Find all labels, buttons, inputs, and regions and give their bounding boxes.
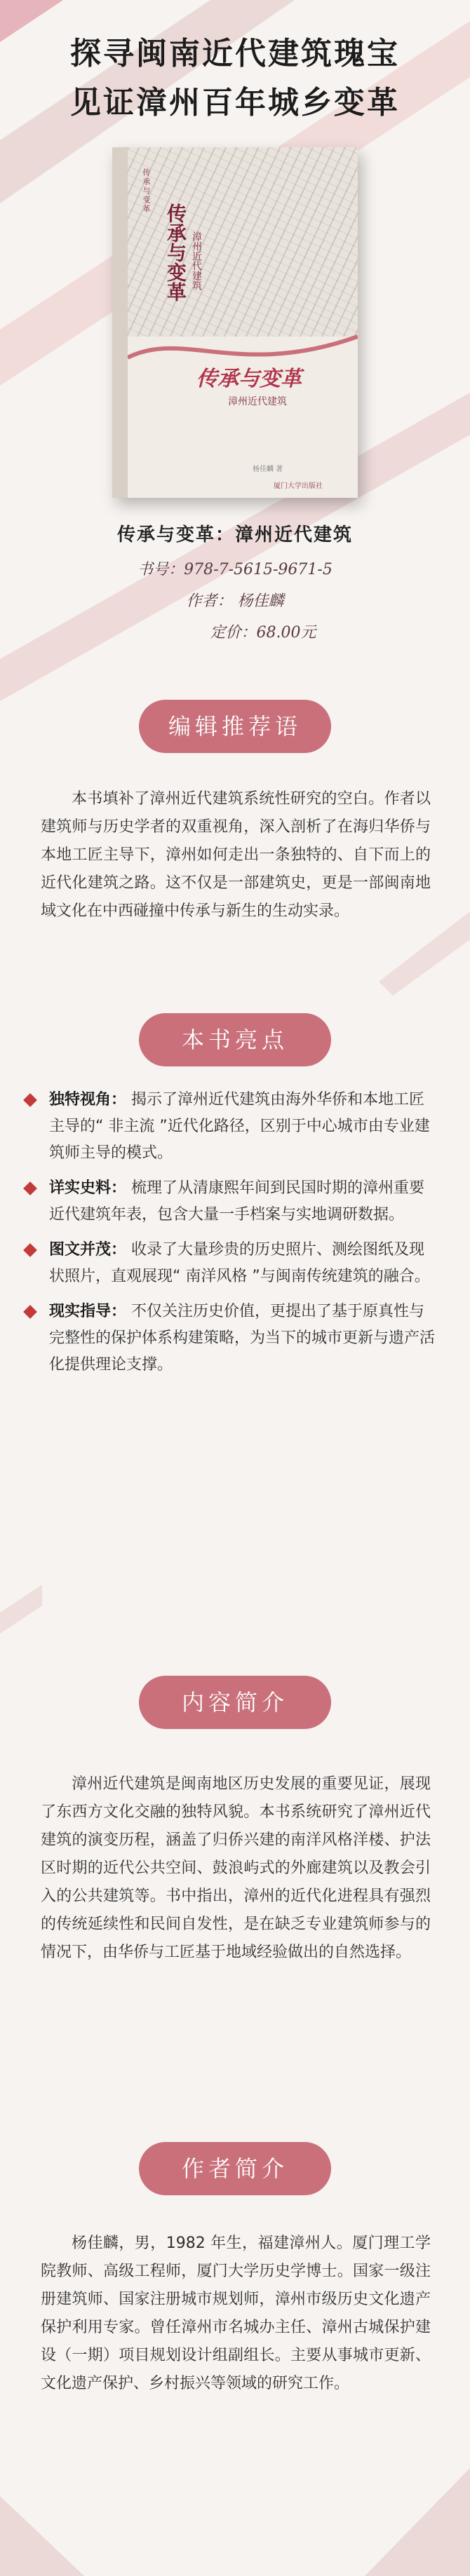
highlight-head: 独特视角： <box>49 1091 127 1109</box>
diamond-bullet-icon <box>23 1243 37 1257</box>
highlight-item <box>21 1237 435 1290</box>
highlights-list <box>21 1087 435 1387</box>
diamond-bullet-icon <box>23 1305 37 1319</box>
headline-line-1: 探寻闽南近代建筑瑰宝 <box>70 36 400 72</box>
author-text: 杨佳麟，男，1982 年生，福建漳州人。厦门理工学院教师、高级工程师，厦门大学历史学博士。国家一级注册建筑师、国家注册城市规划师，漳州市级历史文化遗产保护利用专家。曾任漳州市名城办主任、漳州古城保护建设（一期）项目规划设计组副组长。主要从事城市更新、文化遗产保护、乡村振兴等领域的研究工作。 <box>41 2235 431 2392</box>
highlight-head: 现实指导： <box>49 1303 127 1320</box>
highlight-item <box>21 1299 435 1378</box>
highlight-text: 不仅关注历史价值，更提出了基于原真性与完整性的保护体系构建策略，为当下的城市更新与遗产活化提供理论支撑。 <box>49 1303 436 1374</box>
section-heading-recommend: 编辑推荐语 <box>139 700 331 753</box>
diamond-bullet-icon <box>23 1093 37 1107</box>
summary-text: 漳州近代建筑是闽南地区历史发展的重要见证，展现了东西方文化交融的独特风貌。本书系统研究了漳州近代建筑的演变历程，涵盖了归侨兴建的南洋风格洋楼、护法区时期的近代公共空间、鼓浪屿式的外廊建筑以及教会引入的公共建筑等。书中指出，漳州的近代化进程具有强烈的传统延续性和民间自发性，是在缺乏专业建筑师参与的情况下，由华侨与工匠基于地域经验做出的自然选择。 <box>41 1775 431 1961</box>
highlight-item <box>21 1087 435 1167</box>
highlight-head: 图文并茂： <box>49 1241 127 1259</box>
diamond-bullet-icon <box>23 1181 37 1195</box>
book-author: 作者： 杨佳麟 <box>186 592 284 610</box>
section-heading-summary: 内容简介 <box>139 1676 331 1729</box>
cover-series-label: 传承与变革 <box>142 168 151 214</box>
book-cover <box>112 147 358 498</box>
headline-line-2: 见证漳州百年城乡变革 <box>70 85 400 121</box>
highlight-item <box>21 1175 435 1228</box>
book-price: 定价：68.00元 <box>210 624 316 642</box>
cover-author: 杨佳麟 著 <box>253 466 283 473</box>
book-spine <box>112 147 128 498</box>
author-paragraph <box>41 2230 431 2398</box>
cover-title: 传承与变革 <box>196 367 302 391</box>
book-isbn: 书号：978-7-5615-9671-5 <box>137 561 333 578</box>
highlight-text: 揭示了漳州近代建筑由海外华侨和本地工匠主导的“ 非主流 ”近代化路径，区别于中心城市由专业建筑师主导的模式。 <box>49 1091 430 1162</box>
section-heading-highlights: 本书亮点 <box>139 1013 331 1066</box>
recommend-text: 本书填补了漳州近代建筑系统性研究的空白。作者以建筑师与历史学者的双重视角，深入剖析了在海归华侨与本地工匠主导下，漳州如何走出一条独特的、自下而上的近代化建筑之路。这不仅是一部建筑史，更是一部闽南地域文化在中西碰撞中传承与新生的生动实录。 <box>41 790 431 920</box>
cover-publisher: 厦门大学出版社 <box>274 482 323 490</box>
summary-paragraph <box>41 1770 431 1967</box>
section-heading-author: 作者简介 <box>139 2142 331 2195</box>
highlight-text: 梳理了从清康熙年间到民国时期的漳州重要近代建筑年表，包含大量一手档案与实地调研数据。 <box>49 1179 425 1223</box>
book-title: 传承与变革：漳州近代建筑 <box>116 524 353 545</box>
cover-vertical-subtitle: 漳州近代建筑 <box>191 231 202 290</box>
cover-vertical-title: 传承与变革 <box>164 203 187 301</box>
cover-subtitle: 漳州近代建筑 <box>228 396 287 407</box>
page-headline <box>0 29 470 128</box>
highlight-text: 收录了大量珍贵的历史照片、测绘图纸及现状照片，直观展现“ 南洋风格 ”与闽南传统建筑的融合。 <box>49 1241 430 1285</box>
highlight-head: 详实史料： <box>49 1179 127 1197</box>
recommend-paragraph <box>41 785 431 926</box>
